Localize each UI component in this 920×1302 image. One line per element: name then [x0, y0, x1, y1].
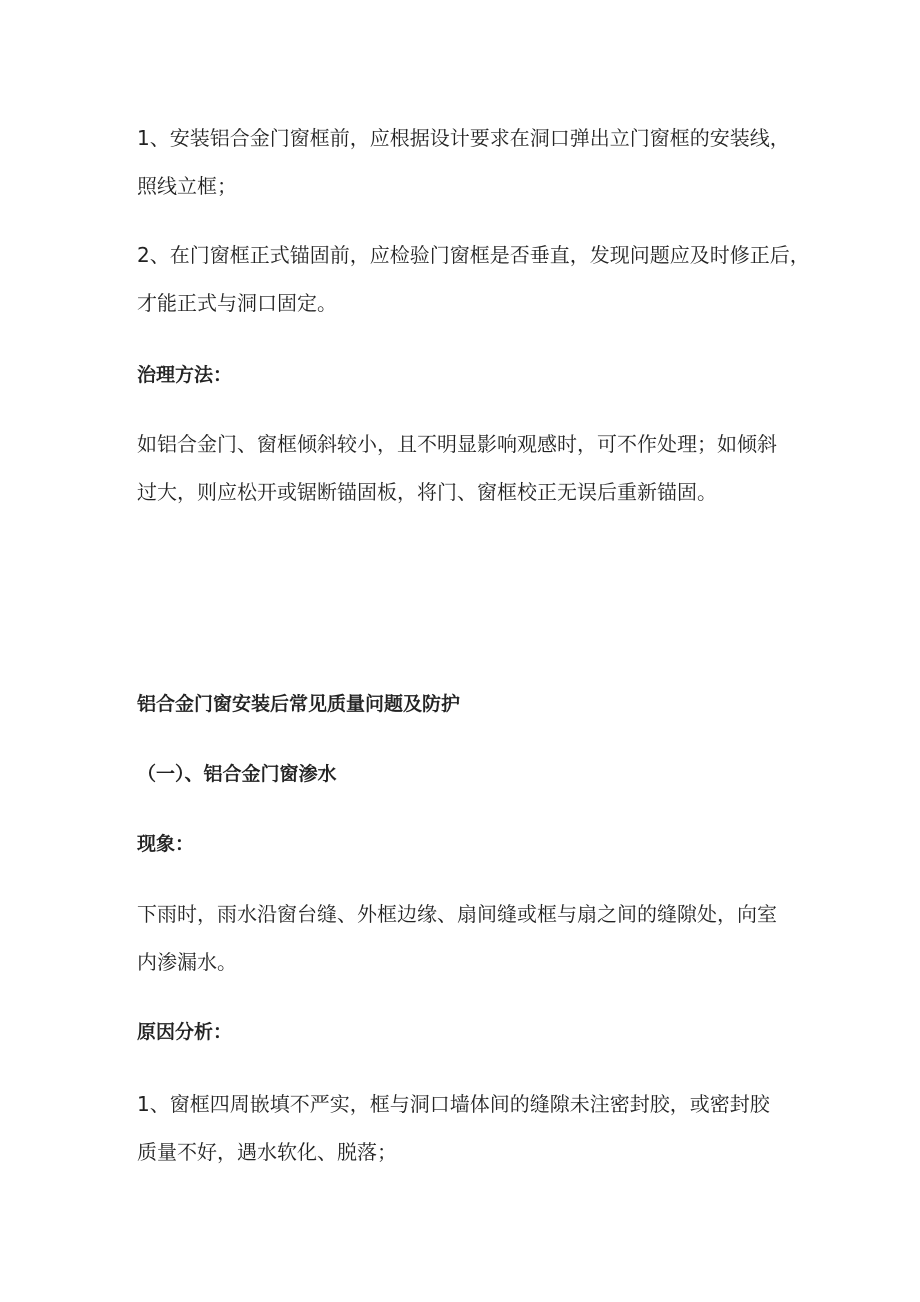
text-line: 2、在门窗框正式锚固前，应检验门窗框是否垂直，发现问题应及时修正后， — [137, 243, 810, 267]
text-line: 如铝合金门、窗框倾斜较小，且不明显影响观感时，可不作处理；如倾斜 — [137, 432, 777, 456]
paragraph-treatment — [137, 420, 817, 516]
heading-phenomenon: 现象： — [137, 833, 195, 855]
heading-section-quality-issues: 铝合金门窗安装后常见质量问题及防护 — [137, 693, 461, 715]
text-line: 1、安装铝合金门窗框前，应根据设计要求在洞口弹出立门窗框的安装线， — [137, 126, 790, 150]
heading-treatment-method: 治理方法： — [137, 364, 233, 386]
text-line: 1、窗框四周嵌填不严实，框与洞口墙体间的缝隙未注密封胶，或密封胶 — [137, 1092, 770, 1116]
heading-subsection-leakage: （一）、铝合金门窗渗水 — [137, 763, 337, 785]
text-line: 下雨时，雨水沿窗台缝、外框边缘、扇间缝或框与扇之间的缝隙处，向室 — [137, 902, 777, 926]
text-line: 照线立框； — [137, 174, 237, 198]
text-line: 内渗漏水。 — [137, 950, 237, 974]
paragraph-install-line — [137, 114, 817, 210]
heading-cause-analysis: 原因分析： — [137, 1021, 233, 1043]
text-line: 质量不好，遇水软化、脱落； — [137, 1140, 397, 1164]
paragraph-cause-1 — [137, 1080, 817, 1176]
paragraph-phenomenon — [137, 890, 817, 986]
text-line: 才能正式与洞口固定。 — [137, 291, 337, 315]
text-line: 过大，则应松开或锯断锚固板，将门、窗框校正无误后重新锚固。 — [137, 480, 717, 504]
paragraph-anchor-check — [137, 231, 817, 327]
